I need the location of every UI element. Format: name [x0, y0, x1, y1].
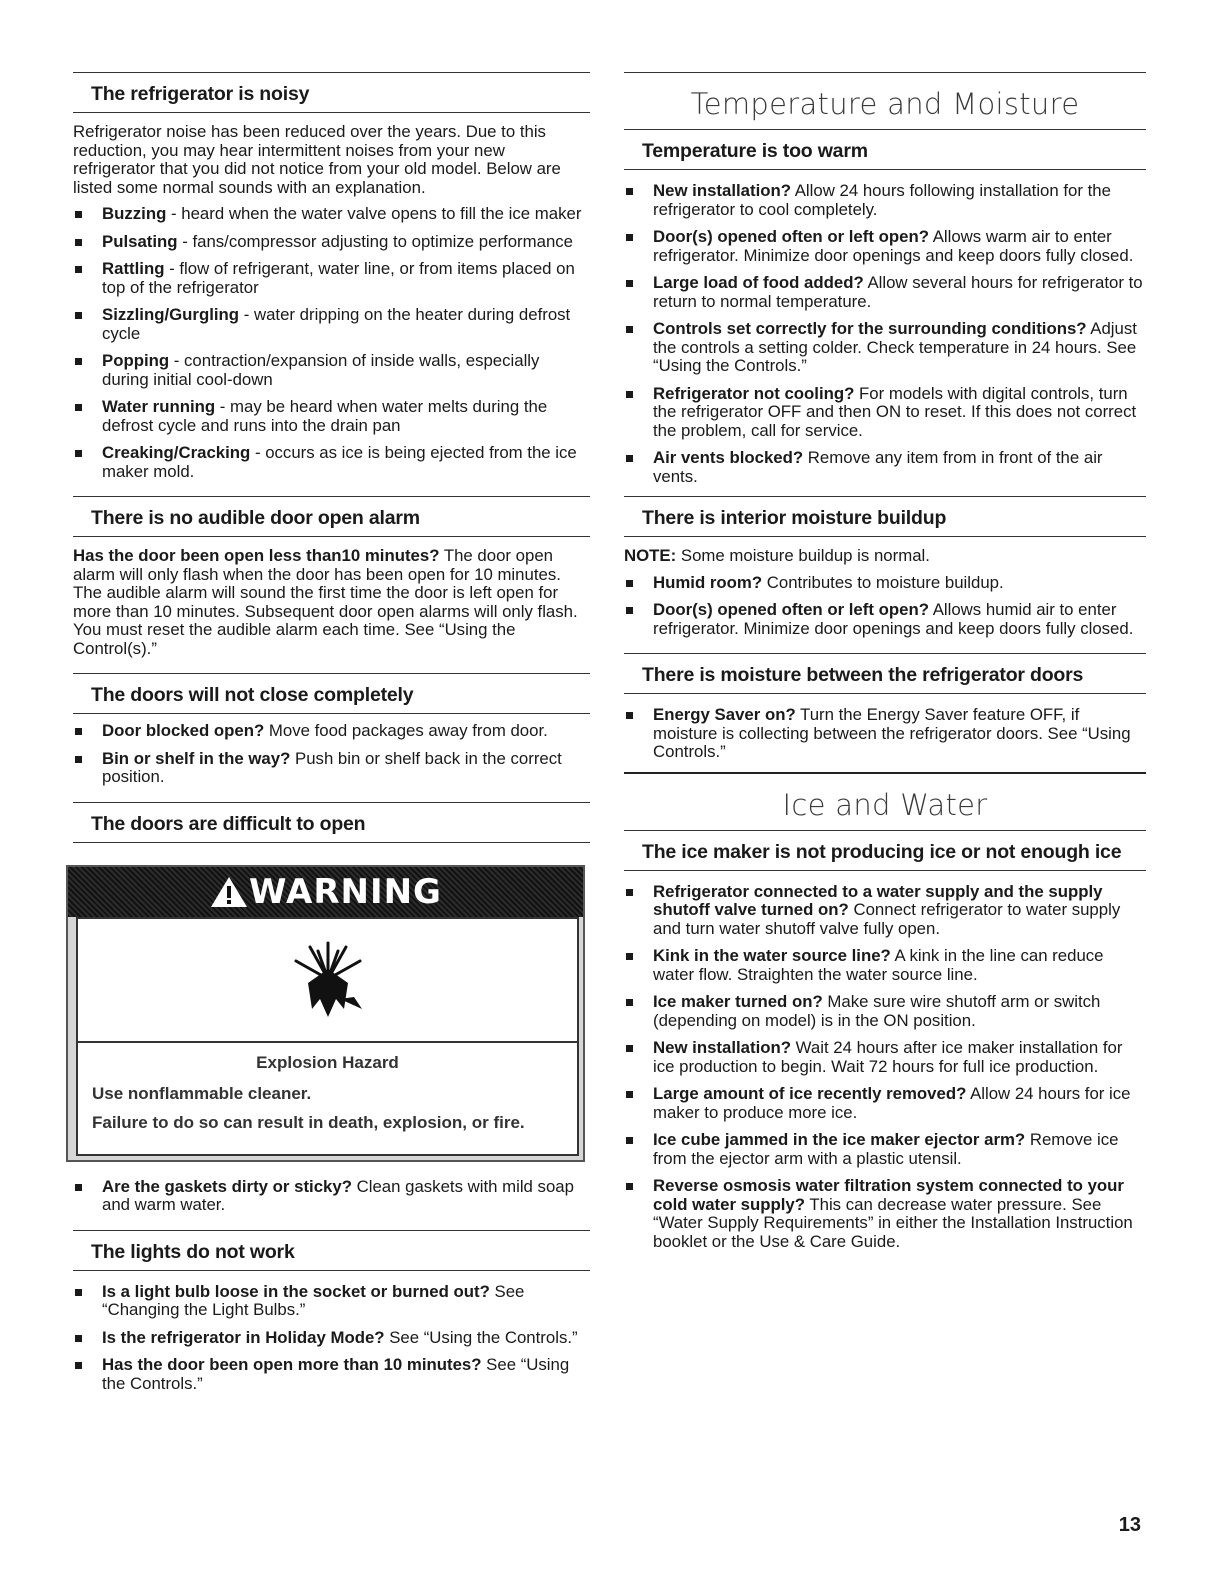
- list-item: [624, 883, 1146, 939]
- list-item: [73, 1178, 590, 1215]
- list-item-bold: Refrigerator not cooling?: [653, 383, 855, 403]
- hazard-title: Explosion Hazard: [256, 1052, 399, 1072]
- warning-header: [68, 867, 583, 917]
- list-item-text: Allows warm air to enter refrigerator. Minimize door openings and keep doors fully closed.: [653, 227, 1134, 265]
- list-item-bold: Water running: [102, 397, 216, 416]
- list-item: [624, 182, 1146, 219]
- list-item-text: Allow several hours for refrigerator to return to normal temperature.: [653, 273, 1143, 311]
- list-item-text: Remove any item from in front of the air vents.: [653, 448, 1103, 486]
- between-list: [624, 706, 1146, 762]
- list-item: [73, 1329, 590, 1348]
- warning-word: WARNING: [249, 871, 442, 912]
- bullet-icon: [75, 211, 82, 218]
- list-item: [73, 398, 590, 435]
- list-item-text: For models with digital controls, turn the refrigerator OFF and then ON to reset. If this does not correct the problem, call for service.: [653, 383, 1137, 440]
- list-item: [73, 1283, 590, 1320]
- warm-list: [624, 182, 1146, 486]
- list-item-bold: Is the refrigerator in Holiday Mode?: [102, 1327, 385, 1347]
- list-item: [624, 601, 1146, 638]
- list-item: [624, 947, 1146, 984]
- bullet-icon: [75, 266, 82, 273]
- list-item-text: Push bin or shelf back in the correct position.: [102, 748, 562, 786]
- list-item: [73, 260, 590, 297]
- warning-triangle-icon: [209, 875, 249, 909]
- list-item-bold: Bin or shelf in the way?: [102, 748, 291, 768]
- bullet-icon: [626, 1137, 633, 1144]
- bullet-icon: [626, 889, 633, 896]
- ice-list: [624, 883, 1146, 1252]
- bullet-icon: [626, 1091, 633, 1098]
- heading-ice: The ice maker is not producing ice or not enough ice: [624, 830, 1146, 871]
- list-item-bold: Energy Saver on?: [653, 705, 796, 724]
- list-item: [624, 1131, 1146, 1168]
- section-title-temperature: Temperature and Moisture: [690, 87, 1080, 121]
- list-item-text: Move food packages away from door.: [264, 721, 548, 740]
- list-item-bold: New installation?: [653, 1038, 791, 1057]
- warning-box: [66, 865, 585, 1162]
- list-item-text: Connect refrigerator to water supply and turn water shutoff valve fully open.: [653, 900, 1121, 938]
- warning-line-2: Failure to do so can result in death, explosion, or fire.: [92, 1112, 525, 1132]
- bullet-icon: [75, 1335, 82, 1342]
- bullet-icon: [626, 1045, 633, 1052]
- list-item-bold: Is a light bulb loose in the socket or burned out?: [102, 1281, 490, 1301]
- heading-close: The doors will not close completely: [73, 673, 590, 714]
- bullet-icon: [626, 953, 633, 960]
- bullet-icon: [626, 999, 633, 1006]
- list-item-text: See “Using the Controls.”: [102, 1355, 570, 1393]
- list-item-bold: Controls set correctly for the surrounding conditions?: [653, 319, 1087, 338]
- lights-list: [73, 1283, 590, 1394]
- list-item: [624, 228, 1146, 265]
- list-item-bold: Pulsating: [102, 231, 178, 251]
- list-item-text: Remove ice from the ejector arm with a plastic utensil.: [653, 1130, 1119, 1168]
- list-item-text: Make sure wire shutoff arm or switch (depending on model) is in the ON position.: [653, 992, 1101, 1030]
- bullet-icon: [75, 239, 82, 246]
- list-item-bold: Kink in the water source line?: [653, 946, 891, 965]
- list-item-text: Adjust the controls a setting colder. Check temperature in 24 hours. See “Using the Controls.”: [653, 319, 1137, 375]
- list-item: [624, 449, 1146, 486]
- heading-between: There is moisture between the refrigerator doors: [624, 653, 1146, 694]
- list-item-text: - water dripping on the heater during defrost cycle: [102, 305, 571, 343]
- bullet-icon: [626, 391, 633, 398]
- list-item-bold: Large load of food added?: [653, 273, 864, 292]
- list-item: [73, 352, 590, 389]
- list-item: [73, 1356, 590, 1393]
- bullet-icon: [626, 607, 633, 614]
- list-item-text: See “Using the Controls.”: [384, 1327, 578, 1347]
- close-list: [73, 722, 590, 787]
- list-item-bold: Sizzling/Gurgling: [102, 305, 240, 324]
- alarm-text: Has the door been open less than10 minutes? The door open alarm will only flash when the door has been open for 10 minutes. The audible alarm will sound the first time the door is left open for more than 10 minutes. Subsequent door open alarms will only flash. You must reset the audible alarm each time. See “Using the Control(s).”: [73, 546, 578, 658]
- bullet-icon: [75, 756, 82, 763]
- list-item-text: See “Changing the Light Bulbs.”: [102, 1281, 525, 1319]
- list-item-text: Allow 24 hours for ice maker to produce more ice.: [653, 1084, 1131, 1122]
- moisture-list: [624, 574, 1146, 639]
- list-item: [624, 274, 1146, 311]
- noisy-intro: Refrigerator noise has been reduced over the years. Due to this reduction, you may hear intermittent noises from your new refrigerator that you did not notice from your old model. Below are listed some normal sounds with an explanation.: [73, 122, 561, 197]
- bullet-icon: [626, 712, 633, 719]
- bullet-icon: [626, 234, 633, 241]
- list-item: [73, 444, 590, 481]
- heading-open: The doors are difficult to open: [73, 802, 590, 843]
- warning-line-1: Use nonflammable cleaner.: [92, 1083, 312, 1103]
- list-item-text: Contributes to moisture buildup.: [762, 572, 1004, 592]
- noisy-list: [73, 205, 590, 481]
- list-item: [624, 574, 1146, 593]
- list-item-bold: Ice cube jammed in the ice maker ejector arm?: [653, 1130, 1026, 1149]
- section-title-ice: Ice and Water: [782, 787, 988, 822]
- bullet-icon: [75, 404, 82, 411]
- heading-lights: The lights do not work: [73, 1230, 590, 1271]
- list-item-bold: Large amount of ice recently removed?: [653, 1084, 967, 1103]
- bullet-icon: [75, 1289, 82, 1296]
- list-item-bold: Ice maker turned on?: [653, 992, 823, 1011]
- right-column: [624, 72, 1146, 1260]
- list-item-text: Turn the Energy Saver feature OFF, if moisture is collecting between the refrigerator doors. See “Using Controls.”: [653, 705, 1131, 761]
- list-item-text: - occurs as ice is being ejected from the ice maker mold.: [102, 443, 577, 481]
- bullet-icon: [75, 312, 82, 319]
- bullet-icon: [626, 188, 633, 195]
- bullet-icon: [75, 1184, 82, 1191]
- list-item-text: - contraction/expansion of inside walls, especially during initial cool-down: [102, 351, 540, 389]
- list-item: [624, 706, 1146, 762]
- list-item-text: Allows humid air to enter refrigerator. Minimize door openings and keep doors fully closed.: [653, 600, 1134, 638]
- heading-moisture: There is interior moisture buildup: [624, 496, 1146, 537]
- list-item: [624, 385, 1146, 441]
- list-item: [624, 320, 1146, 376]
- list-item-text: - may be heard when water melts during the defrost cycle and runs into the drain pan: [102, 397, 548, 435]
- list-item-bold: Reverse osmosis water filtration system connected to your cold water supply?: [653, 1176, 1124, 1214]
- warning-body: [76, 917, 579, 1156]
- list-item-text: Wait 24 hours after ice maker installation for ice production to begin. Wait 72 hours for full ice production.: [653, 1038, 1123, 1076]
- list-item-bold: New installation?: [653, 181, 791, 200]
- list-item-text: - fans/compressor adjusting to optimize performance: [177, 231, 573, 251]
- list-item: [73, 306, 590, 343]
- page-number: 13: [1118, 1514, 1141, 1536]
- list-item-bold: Refrigerator connected to a water supply and the supply shutoff valve turned on?: [653, 881, 1103, 919]
- list-item: [624, 1039, 1146, 1076]
- bullet-icon: [626, 280, 633, 287]
- list-item: [73, 750, 590, 787]
- list-item-text: This can decrease water pressure. See “Water Supply Requirements” in either the Installation Instruction booklet or the Use & Care Guide.: [653, 1194, 1133, 1251]
- list-item-bold: Buzzing: [102, 204, 167, 223]
- list-item-text: - flow of refrigerant, water line, or from items placed on top of the refrigerator: [102, 259, 575, 297]
- bullet-icon: [626, 1183, 633, 1190]
- explosion-icon: [78, 919, 577, 1043]
- list-item-bold: Humid room?: [653, 572, 763, 592]
- list-item: [73, 722, 590, 741]
- list-item: [624, 1177, 1146, 1251]
- warning-text: [78, 1043, 577, 1154]
- left-column: [73, 72, 590, 1402]
- list-item-text: - heard when the water valve opens to fill the ice maker: [166, 204, 582, 223]
- bullet-icon: [626, 455, 633, 462]
- bullet-icon: [75, 450, 82, 457]
- list-item-text: Allow 24 hours following installation for the refrigerator to cool completely.: [653, 181, 1111, 219]
- bullet-icon: [75, 728, 82, 735]
- list-item: [73, 205, 590, 224]
- bullet-icon: [75, 358, 82, 365]
- list-item-bold: Air vents blocked?: [653, 448, 804, 467]
- list-item-text: Clean gaskets with mild soap and warm water.: [102, 1176, 574, 1214]
- list-item-bold: Door blocked open?: [102, 721, 265, 740]
- heading-alarm: There is no audible door open alarm: [73, 496, 590, 537]
- bullet-icon: [626, 580, 633, 587]
- list-item-bold: Has the door been open more than 10 minutes?: [102, 1355, 482, 1374]
- list-item-bold: Rattling: [102, 259, 165, 278]
- list-item-bold: Door(s) opened often or left open?: [653, 600, 929, 619]
- list-item: [624, 993, 1146, 1030]
- list-item: [73, 233, 590, 252]
- list-item-bold: Popping: [102, 351, 170, 370]
- list-item-text: A kink in the line can reduce water flow. Straighten the water source line.: [653, 946, 1104, 984]
- bullet-icon: [626, 326, 633, 333]
- heading-noisy: The refrigerator is noisy: [73, 73, 590, 113]
- open-list: [73, 1178, 590, 1215]
- list-item-bold: Creaking/Cracking: [102, 443, 251, 462]
- list-item-bold: Are the gaskets dirty or sticky?: [102, 1176, 352, 1196]
- heading-warm: Temperature is too warm: [624, 129, 1146, 170]
- list-item: [624, 1085, 1146, 1122]
- bullet-icon: [75, 1362, 82, 1369]
- moisture-note: NOTE: Some moisture buildup is normal.: [624, 546, 930, 565]
- list-item-bold: Door(s) opened often or left open?: [653, 227, 929, 246]
